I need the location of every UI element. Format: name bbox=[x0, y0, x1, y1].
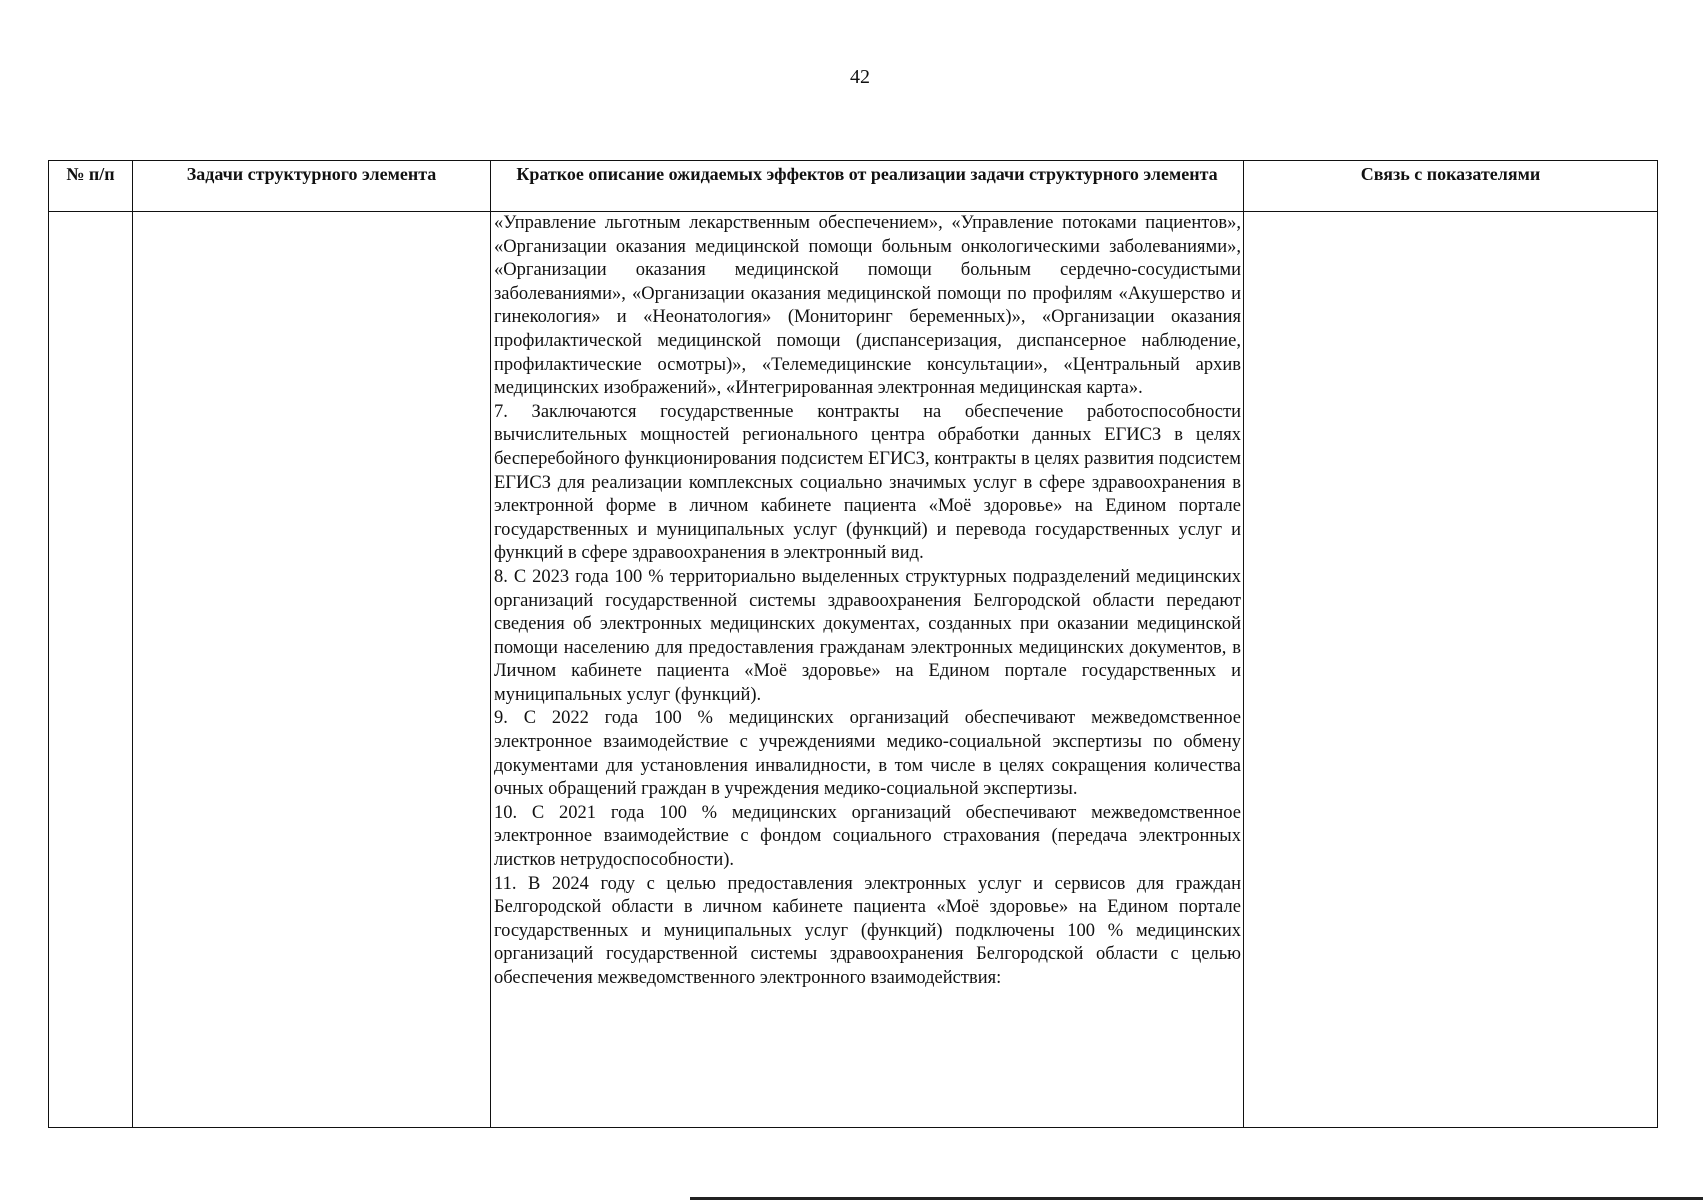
cell-link bbox=[1244, 212, 1658, 1128]
description-paragraph: 9. С 2022 года 100 % медицинских организаций обеспечивают межведомственное электронное взаимодействие с учреждениями медико-социальной экспертизы по обмену документами для установления инвалидности, в том числе в целях сокращения количества очных обращений граждан в учреждения медико-социальной экспертизы. bbox=[494, 708, 1241, 800]
description-paragraph: 11. В 2024 году с целью предоставления электронных услуг и сервисов для граждан Белгородской области в личном кабинете пациента «Моё здоровье» на Едином портале государственных и муниципальных услуг (функций) подключены 100 % медицинских организаций государственной системы здравоохранения Белгородской области с целью обеспечения межведомственного электронного взаимодействия: bbox=[494, 873, 1241, 988]
document-table bbox=[48, 160, 1658, 1128]
header-task: Задачи структурного элемента bbox=[133, 161, 491, 212]
description-paragraph: 7. Заключаются государственные контракты на обеспечение работоспособности вычислительных мощностей регионального центра обработки данных ЕГИСЗ в целях бесперебойного функционирования подсистем ЕГИСЗ, контракты в целях развития подсистем ЕГИСЗ для реализации комплексных социально значимых услуг в сфере здравоохранения в электронной форме в личном кабинете пациента «Моё здоровье» на Едином портале государственных и муниципальных услуг (функций) и перевода государственных услуг и функций в сфере здравоохранения в электронный вид. bbox=[494, 401, 1242, 564]
header-description: Краткое описание ожидаемых эффектов от реализации задачи структурного элемента bbox=[491, 161, 1244, 212]
table-header-row bbox=[49, 161, 1658, 212]
description-paragraph: 8. С 2023 года 100 % территориально выделенных структурных подразделений медицинских организаций государственной системы здравоохранения Белгородской области передают сведения об электронных медицинских документах, созданных при оказании медицинской помощи населению для предоставления гражданам электронных медицинских документов, в Личном кабинете пациента «Моё здоровье» на Едином портале государственных и муниципальных услуг (функций). bbox=[494, 566, 1241, 705]
description-paragraph: 10. С 2021 года 100 % медицинских организаций обеспечивают межведомственное электронное взаимодействие с фондом социального страхования (передача электронных листков нетрудоспособности). bbox=[494, 802, 1241, 871]
description-paragraph: «Управление льготным лекарственным обеспечением», «Управление потоками пациентов», «Организации оказания медицинской помощи больным онкологическими заболеваниями», «Организации оказания медицинской помощи больным сердечно-сосудистыми заболеваниями», «Организации оказания медицинской помощи по профилям «Акушерство и гинекология» и «Неонатология» (Мониторинг беременных)», «Организации оказания профилактической медицинской помощи (диспансеризация, диспансерное наблюдение, профилактические осмотры)», «Телемедицинские консультации», «Центральный архив медицинских изображений», «Интегрированная электронная медицинская карта». bbox=[494, 213, 1241, 399]
page-number: 42 bbox=[850, 66, 870, 88]
table-row bbox=[49, 212, 1658, 1128]
cell-task bbox=[133, 212, 491, 1128]
header-num: № п/п bbox=[49, 161, 133, 212]
cell-description bbox=[491, 212, 1244, 1128]
header-link: Связь с показателями bbox=[1244, 161, 1658, 212]
cell-num bbox=[49, 212, 133, 1128]
